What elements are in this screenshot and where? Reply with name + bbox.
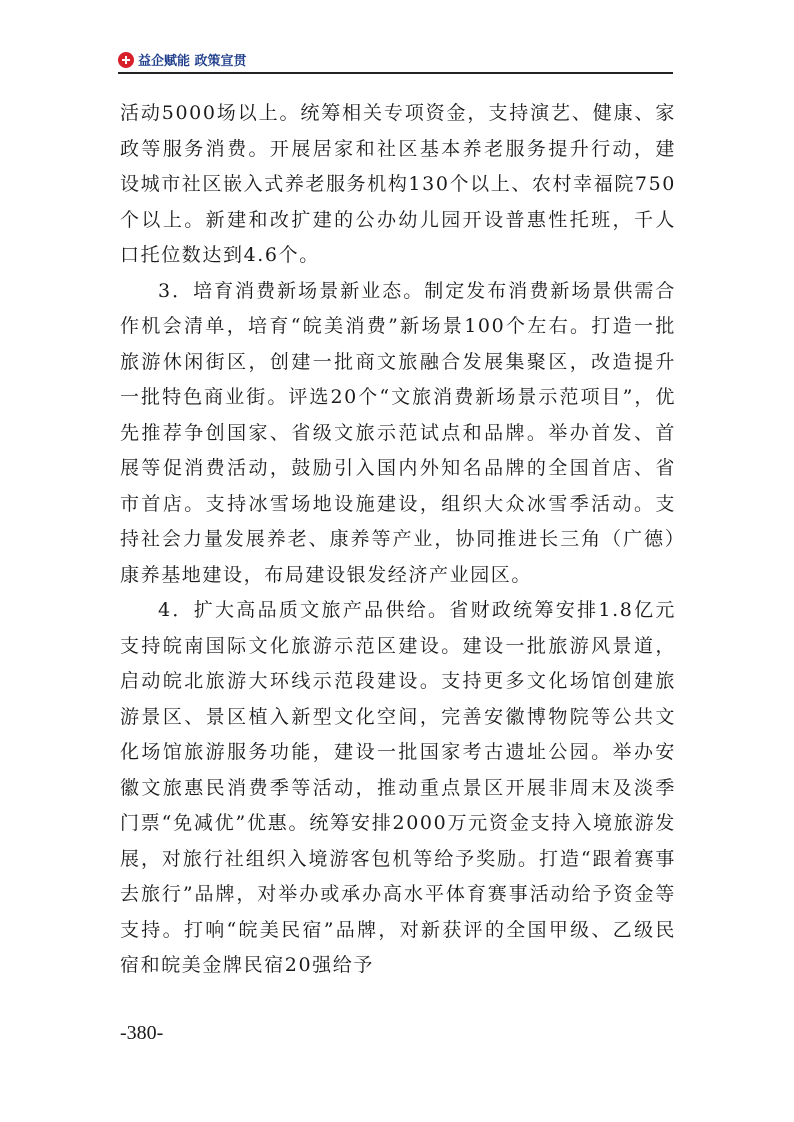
page-header [118,50,247,69]
paragraph-item-4: 4．扩大高品质文旅产品供给。省财政统筹安排1.8亿元支持皖南国际文化旅游示范区建设。建设一批旅游风景道，启动皖北旅游大环线示范段建设。支持更多文化场馆创建旅游景区、景区植入新型文化空间，完善安徽博物院等公共文化场馆旅游服务功能，建设一批国家考古遗址公园。举办安徽文旅惠民消费季等活动，推动重点景区开展非周末及淡季门票“免减优”优惠。统筹安排2000万元资金支持入境旅游发展，对旅行社组织入境游客包机等给予奖励。打造“跟着赛事去旅行”品牌，对举办或承办高水平体育赛事活动给予资金等支持。打响“皖美民宿”品牌，对新获评的全国甲级、乙级民宿和皖美金牌民宿20强给予 [120,599,676,976]
brand-logo-icon [118,52,134,68]
paragraph-item-3: 3．培育消费新场景新业态。制定发布消费新场景供需合作机会清单，培育“皖美消费”新场景100个左右。打造一批旅游休闲街区，创建一批商文旅融合发展集聚区，改造提升一批特色商业街。评选20个“文旅消费新场景示范项目”，优先推荐争创国家、省级文旅示范试点和品牌。举办首发、首展等促消费活动，鼓励引入国内外知名品牌的全国首店、省市首店。支持冰雪场地设施建设，组织大众冰雪季活动。支持社会力量发展养老、康养等产业，协同推进长三角（广德）康养基地建设，布局建设银发经济产业园区。 [120,279,676,586]
page-number: -380- [120,1022,164,1044]
header-divider [118,72,673,74]
document-body [120,96,676,984]
paragraph-continuation: 活动5000场以上。统筹相关专项资金，支持演艺、健康、家政等服务消费。开展居家和社区基本养老服务提升行动，建设城市社区嵌入式养老服务机构130个以上、农村幸福院750个以上。新建和改扩建的公办幼儿园开设普惠性托班，千人口托位数达到4.6个。 [120,102,676,266]
brand-title: 益企赋能 政策宣贯 [138,54,247,69]
